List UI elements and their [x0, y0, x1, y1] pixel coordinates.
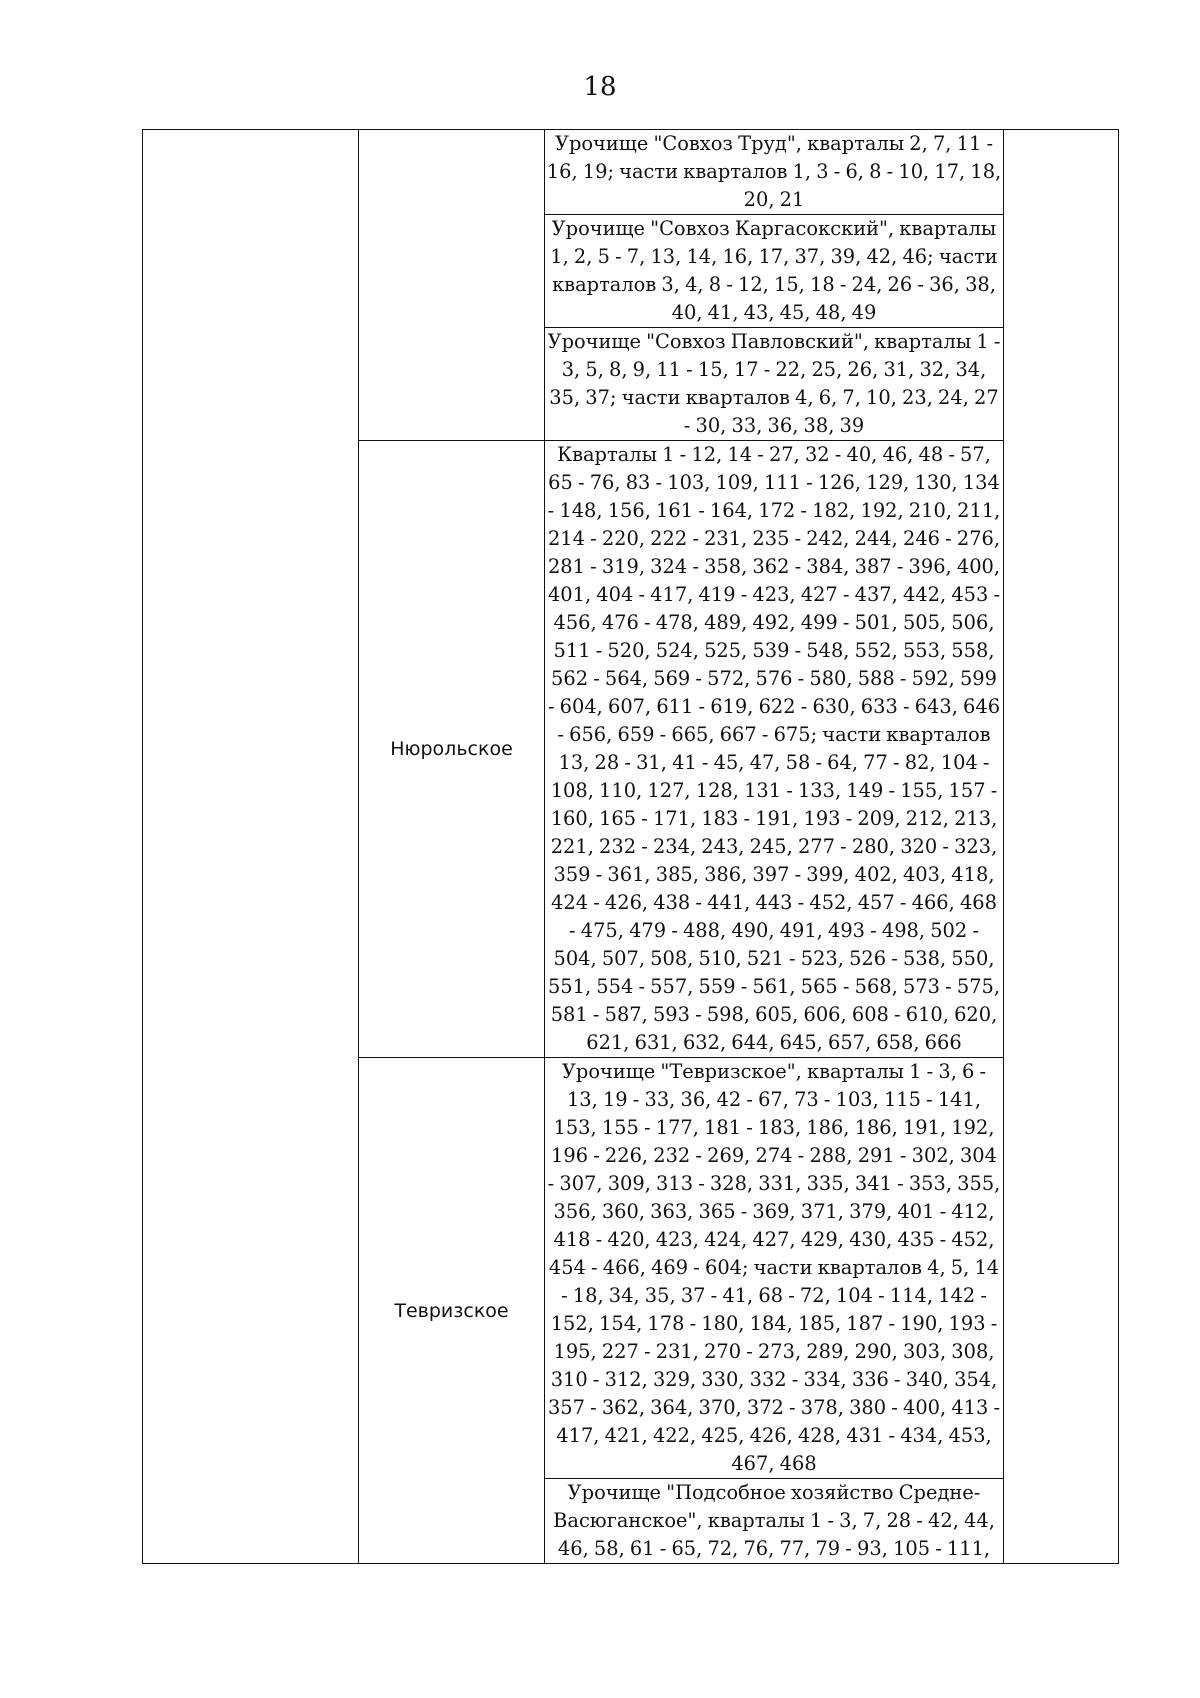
- quarters-text: Урочище "Тевризское", кварталы 1 - 3, 6 - 13, 19 - 33, 36, 42 - 67, 73 - 103, 115 - 141, 153, 155 - 177, 181 - 183, 186, 186, 191, 192, 196 - 226, 232 - 269, 274 - 288, 291 - 302, 304 - 307, 309, 313 - 328, 331, 335, 341 - 353, 355, 356, 360, 363, 365 - 369, 371, 379, 401 - 412, 418 - 420, 423, 424, 427, 429, 430, 435 - 452, 454 - 466, 469 - 604; части кварталов 4, 5, 14 - 18, 34, 35, 37 - 41, 68 - 72, 104 - 114, 142 - 152, 154, 178 - 180, 184, 185, 187 - 190, 193 - 195, 227 - 231, 270 - 273, 289, 290, 303, 308, 310 - 312, 329, 330, 332 - 334, 336 - 340, 354, 357 - 362, 364, 370, 372 - 378, 380 - 400, 413 - 417, 421, 422, 425, 426, 428, 431 - 434, 453, 467, 468: [547, 1060, 1001, 1475]
- quarters-cell: [545, 441, 1004, 1058]
- district-cell: [359, 441, 545, 1058]
- forest-quarters-table: [142, 129, 1119, 1564]
- region-cell: [143, 130, 359, 1564]
- page-number: 18: [583, 72, 617, 102]
- quarters-text: Урочище "Совхоз Каргасокский", кварталы 1, 2, 5 - 7, 13, 14, 16, 17, 37, 39, 42, 46; части кварталов 3, 4, 8 - 12, 15, 18 - 24, 26 - 36, 38, 40, 41, 43, 45, 48, 49: [550, 217, 998, 324]
- district-cell: [359, 1058, 545, 1564]
- quarters-text: Урочище "Подсобное хозяйство Средне-Васюганское", кварталы 1 - 3, 7, 28 - 42, 44, 46, 58, 61 - 65, 72, 76, 77, 79 - 93, 105 - 111,: [553, 1481, 995, 1560]
- table-row: [143, 130, 1119, 215]
- quarters-cell: [545, 328, 1004, 441]
- quarters-cell: [545, 1479, 1004, 1564]
- quarters-cell: [545, 130, 1004, 215]
- quarters-text: Кварталы 1 - 12, 14 - 27, 32 - 40, 46, 48 - 57, 65 - 76, 83 - 103, 109, 111 - 126, 129, 130, 134 - 148, 156, 161 - 164, 172 - 182, 192, 210, 211, 214 - 220, 222 - 231, 235 - 242, 244, 246 - 276, 281 - 319, 324 - 358, 362 - 384, 387 - 396, 400, 401, 404 - 417, 419 - 423, 427 - 437, 442, 453 - 456, 476 - 478, 489, 492, 499 - 501, 505, 506, 511 - 520, 524, 525, 539 - 548, 552, 553, 558, 562 - 564, 569 - 572, 576 - 580, 588 - 592, 599 - 604, 607, 611 - 619, 622 - 630, 633 - 643, 646 - 656, 659 - 665, 667 - 675; части кварталов 13, 28 - 31, 41 - 45, 47, 58 - 64, 77 - 82, 104 - 108, 110, 127, 128, 131 - 133, 149 - 155, 157 - 160, 165 - 171, 183 - 191, 193 - 209, 212, 213, 221, 232 - 234, 243, 245, 277 - 280, 320 - 323, 359 - 361, 385, 386, 397 - 399, 402, 403, 418, 424 - 426, 438 - 441, 443 - 452, 457 - 466, 468 - 475, 479 - 488, 490, 491, 493 - 498, 502 - 504, 507, 508, 510, 521 - 523, 526 - 538, 550, 551, 554 - 557, 559 - 561, 565 - 568, 573 - 575, 581 - 587, 593 - 598, 605, 606, 608 - 610, 620, 621, 631, 632, 644, 645, 657, 658, 666: [547, 443, 1001, 1054]
- quarters-cell: [545, 1058, 1004, 1479]
- quarters-text: Урочище "Совхоз Павловский", кварталы 1 - 3, 5, 8, 9, 11 - 15, 17 - 22, 25, 26, 31, 32, 34, 35, 37; части кварталов 4, 6, 7, 10, 23, 24, 27 - 30, 33, 36, 38, 39: [547, 330, 1001, 437]
- quarters-text: Урочище "Совхоз Труд", кварталы 2, 7, 11 - 16, 19; части кварталов 1, 3 - 6, 8 - 10, 17, 18, 20, 21: [546, 132, 1002, 211]
- district-cell: [359, 130, 545, 441]
- notes-cell: [1004, 130, 1119, 1564]
- quarters-cell: [545, 215, 1004, 328]
- district-name: Тевризское: [394, 1299, 509, 1322]
- district-name: Нюрольское: [390, 738, 513, 760]
